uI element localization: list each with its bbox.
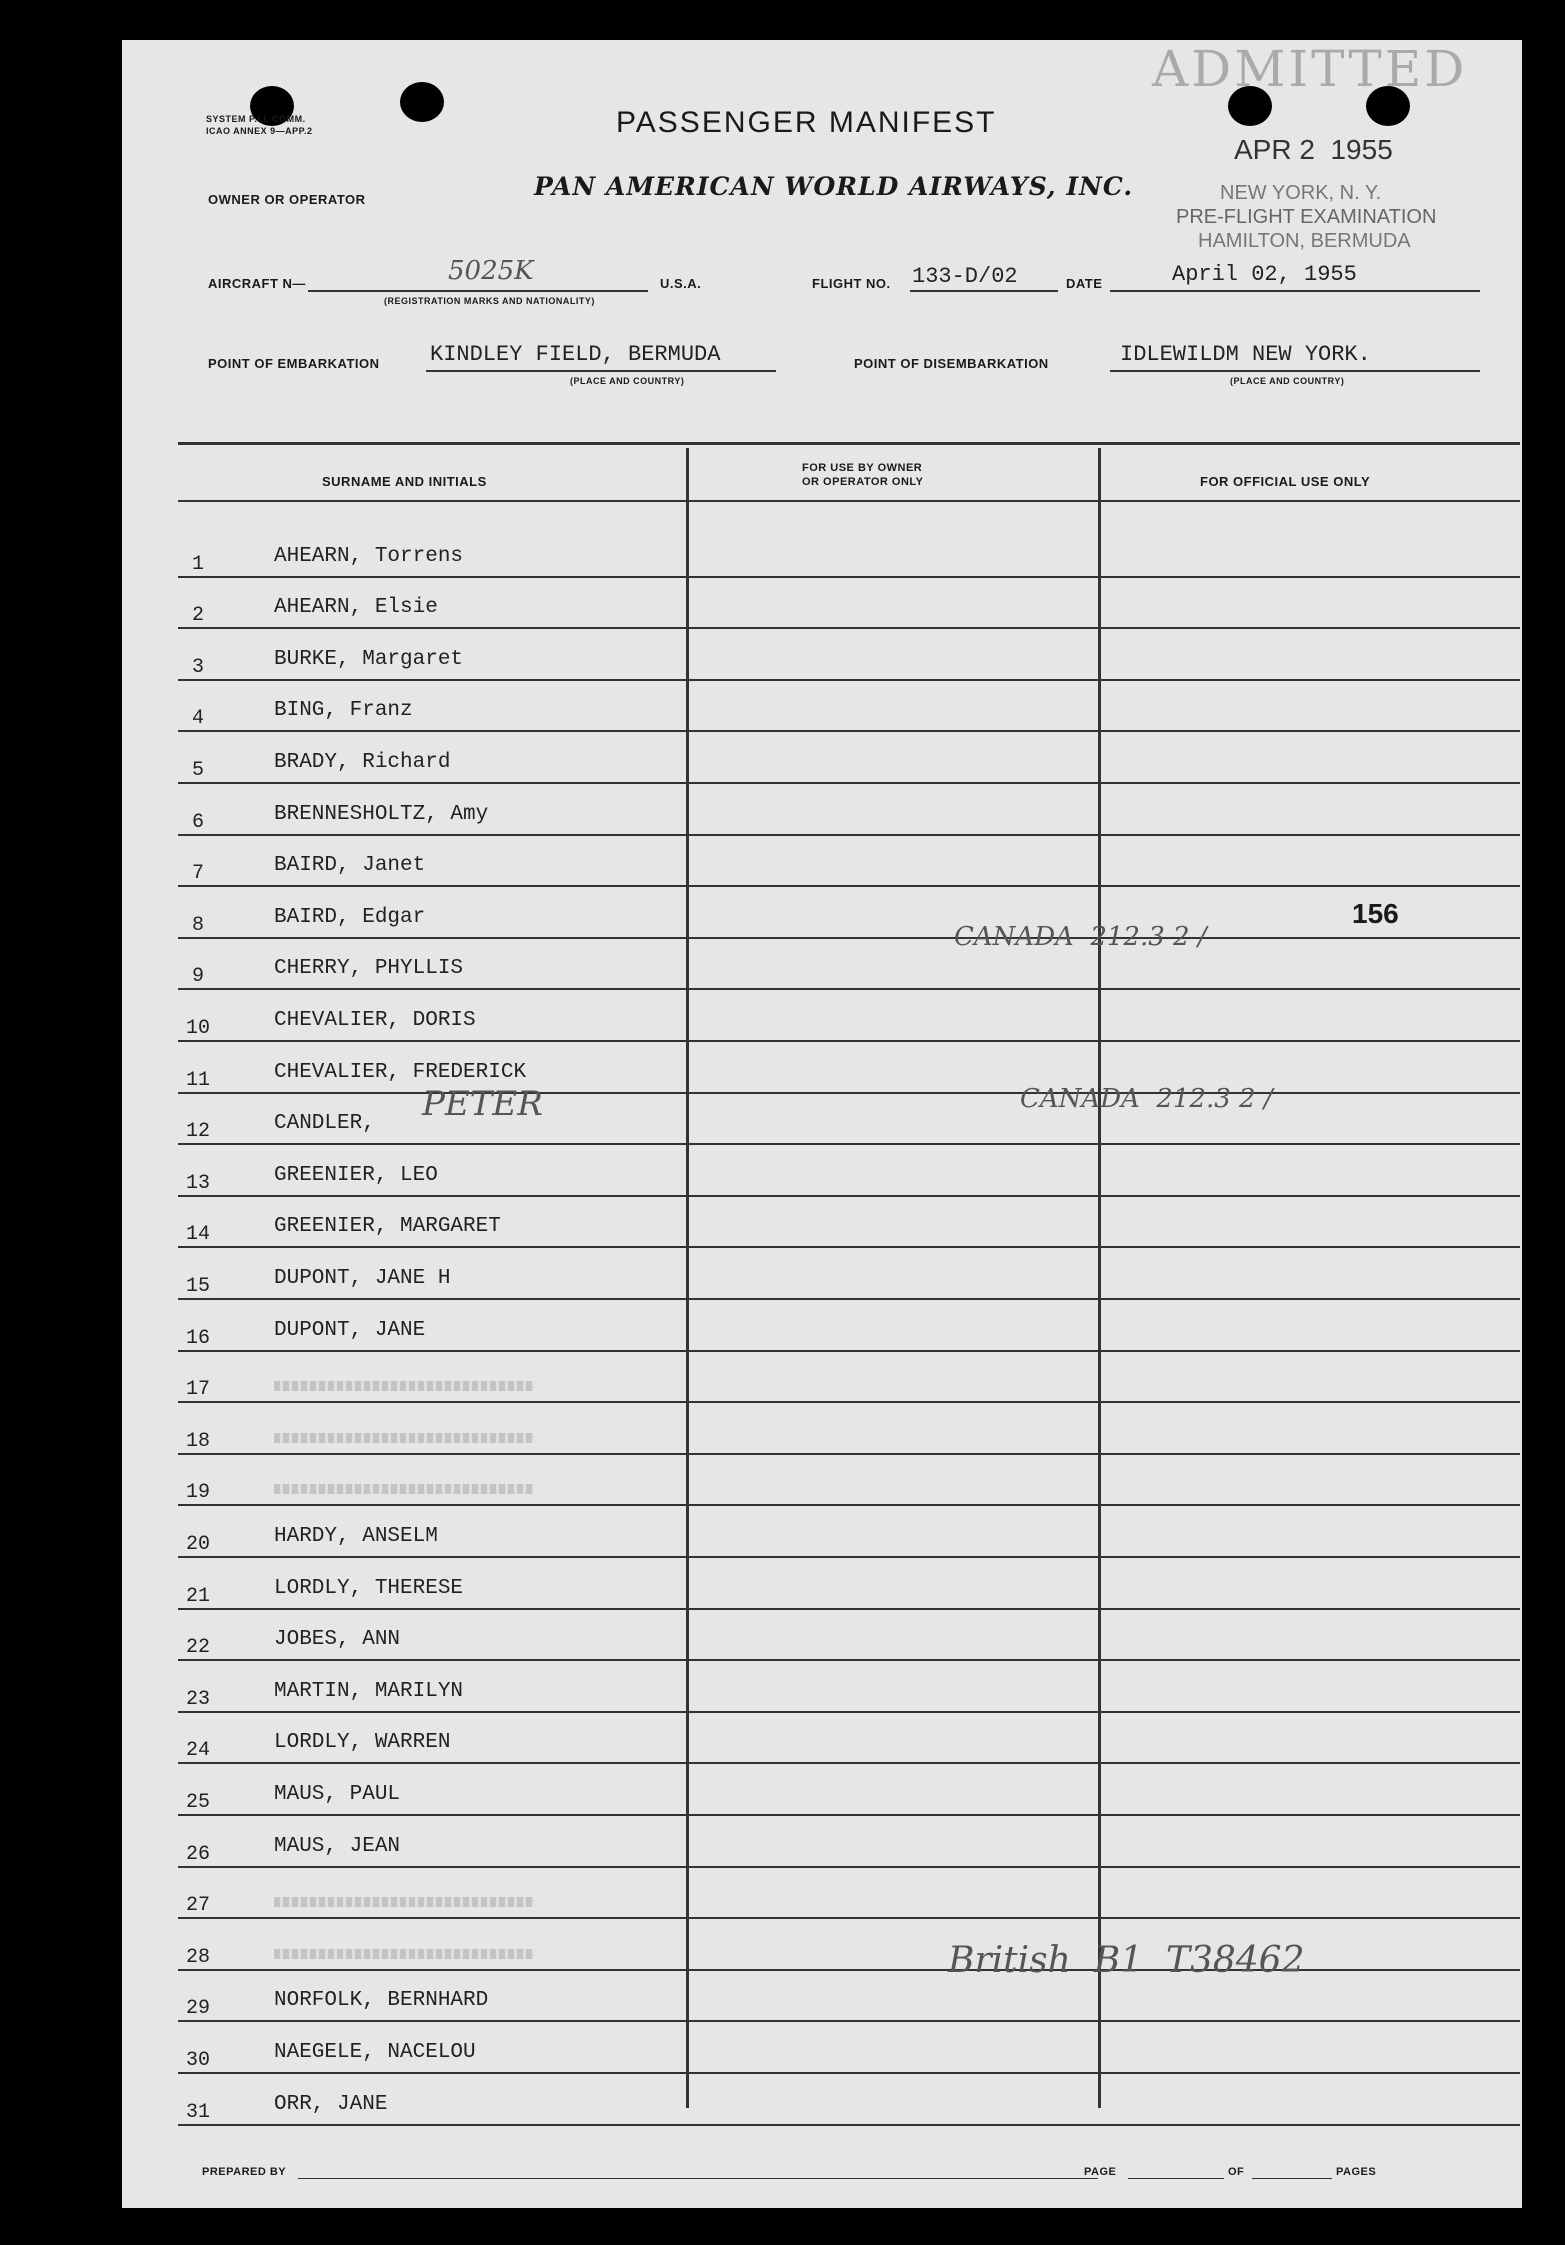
table-row	[178, 1558, 1520, 1610]
table-row	[178, 887, 1520, 939]
row-number: 1	[191, 552, 204, 576]
passenger-name: NORFOLK, BERNHARD	[274, 1989, 489, 2013]
row-number: 18	[185, 1429, 210, 1453]
disembarkation-label: POINT OF DISEMBARKATION	[854, 356, 1049, 371]
table-row	[178, 1145, 1520, 1197]
passenger-count-stamp: 156	[1352, 898, 1399, 929]
row-12-annotation: CANADA 212.3 2 /	[1020, 1084, 1273, 1114]
row-number: 12	[185, 1120, 210, 1144]
column-header-official: FOR OFFICIAL USE ONLY	[1200, 474, 1371, 489]
row-number: 15	[185, 1274, 210, 1298]
passenger-name: MAUS, PAUL	[274, 1782, 401, 1806]
row-number: 9	[191, 965, 204, 989]
embarkation-underline	[426, 370, 776, 372]
row-number: 4	[191, 707, 204, 731]
table-row	[178, 1300, 1520, 1352]
redacted-name	[274, 1484, 534, 1494]
flight-label: FLIGHT NO.	[812, 276, 891, 291]
table-row	[178, 1868, 1520, 1920]
passenger-name: MAUS, JEAN	[274, 1834, 401, 1858]
table-row	[178, 1403, 1520, 1455]
table-row	[178, 1971, 1520, 2023]
table-row	[178, 578, 1520, 630]
owner-label: OWNER OR OPERATOR	[208, 192, 366, 207]
row-number: 6	[191, 810, 204, 834]
passenger-name: DUPONT, JANE	[274, 1318, 426, 1342]
stamp-date: APR 2 1955	[1234, 134, 1393, 165]
form-reference-2: ICAO ANNEX 9—APP.2	[206, 126, 313, 136]
row-12-handwritten-name: PETER	[422, 1084, 543, 1124]
redacted-name	[274, 1433, 534, 1443]
aircraft-underline	[308, 290, 648, 292]
redacted-name	[274, 1949, 534, 1959]
aircraft-label: AIRCRAFT N—	[208, 276, 306, 291]
row-number: 22	[185, 1636, 210, 1660]
row-number: 29	[185, 1997, 210, 2021]
row-9-annotation: CANADA 212.3 2 /	[954, 922, 1207, 952]
passenger-name: LORDLY, THERESE	[274, 1576, 464, 1600]
passenger-name: JOBES, ANN	[274, 1628, 401, 1652]
prepared-by-line	[298, 2178, 1098, 2179]
usa-label: U.S.A.	[660, 276, 702, 291]
passenger-name: GREENIER, MARGARET	[274, 1215, 501, 1239]
of-label: OF	[1228, 2166, 1245, 2178]
embarkation-caption: (PLACE AND COUNTRY)	[570, 376, 685, 386]
table-row	[178, 1506, 1520, 1558]
stamp-line-1: NEW YORK, N. Y.	[1220, 182, 1382, 204]
passenger-name: BURKE, Margaret	[274, 647, 464, 671]
row-rule	[178, 2124, 1520, 2126]
passenger-name: HARDY, ANSELM	[274, 1524, 438, 1548]
table-row	[178, 629, 1520, 681]
passenger-name: AHEARN, Torrens	[274, 544, 464, 568]
admitted-stamp: ADMITTED	[1152, 40, 1468, 98]
date-label: DATE	[1066, 276, 1103, 291]
row-number: 8	[191, 913, 204, 937]
passenger-name: BING, Franz	[274, 699, 413, 723]
row-number: 10	[185, 1016, 210, 1040]
table-row	[178, 681, 1520, 733]
row-number: 21	[185, 1584, 210, 1608]
date-underline	[1110, 290, 1480, 292]
row-number: 17	[185, 1378, 210, 1402]
prepared-by-label: PREPARED BY	[202, 2166, 287, 2178]
manifest-sheet	[122, 40, 1522, 2208]
passenger-name: AHEARN, Elsie	[274, 596, 438, 620]
column-header-surname: SURNAME AND INITIALS	[322, 474, 487, 489]
table-row	[178, 1713, 1520, 1765]
row-number: 20	[185, 1532, 210, 1556]
passenger-name: CHERRY, PHYLLIS	[274, 957, 464, 981]
row-29-annotation: British B1 T38462	[948, 1940, 1305, 1981]
passenger-name: CHEVALIER, DORIS	[274, 1008, 476, 1032]
redacted-name	[274, 1897, 534, 1907]
flight-date: April 02, 1955	[1172, 262, 1357, 287]
table-row	[178, 2022, 1520, 2074]
table-row	[178, 836, 1520, 888]
table-row	[178, 732, 1520, 784]
row-number: 25	[185, 1790, 210, 1814]
passenger-name: ORR, JANE	[274, 2092, 388, 2116]
passenger-name: DUPONT, JANE H	[274, 1266, 451, 1290]
row-number: 3	[191, 655, 204, 679]
redacted-name	[274, 1381, 534, 1391]
table-row	[178, 1197, 1520, 1249]
table-row	[178, 1610, 1520, 1662]
punch-hole	[400, 82, 444, 122]
passenger-name: LORDLY, WARREN	[274, 1731, 451, 1755]
embarkation-label: POINT OF EMBARKATION	[208, 356, 380, 371]
of-line	[1252, 2178, 1332, 2179]
row-number: 23	[185, 1687, 210, 1711]
passenger-name: BRENNESHOLTZ, Amy	[274, 802, 489, 826]
passenger-name: BAIRD, Edgar	[274, 905, 426, 929]
disembarkation-value: IDLEWILDM NEW YORK.	[1120, 342, 1371, 367]
row-number: 11	[185, 1068, 210, 1092]
passenger-name: BAIRD, Janet	[274, 854, 426, 878]
header-bottom-rule	[178, 500, 1520, 502]
registration-caption: (REGISTRATION MARKS AND NATIONALITY)	[384, 296, 595, 306]
page-title: PASSENGER MANIFEST	[616, 106, 997, 139]
embarkation-value: KINDLEY FIELD, BERMUDA	[430, 342, 721, 367]
flight-number: 133-D/02	[912, 264, 1018, 289]
row-number: 2	[191, 604, 204, 628]
row-number: 16	[185, 1326, 210, 1350]
table-row	[178, 1042, 1520, 1094]
passenger-name: NAEGELE, NACELOU	[274, 2040, 476, 2064]
passenger-name: GREENIER, LEO	[274, 1163, 438, 1187]
table-top-rule	[178, 442, 1520, 445]
table-row	[178, 784, 1520, 836]
table-row	[178, 526, 1520, 578]
row-number: 28	[185, 1945, 210, 1969]
table-row	[178, 1661, 1520, 1713]
row-number: 27	[185, 1894, 210, 1918]
row-number: 14	[185, 1223, 210, 1247]
column-header-owner-2: OR OPERATOR ONLY	[802, 476, 924, 488]
aircraft-number: 5025K	[448, 256, 534, 286]
table-row	[178, 1764, 1520, 1816]
table-row	[178, 1094, 1520, 1146]
passenger-name: MARTIN, MARILYN	[274, 1679, 464, 1703]
column-header-owner-1: FOR USE BY OWNER	[802, 462, 923, 474]
row-number: 7	[191, 862, 204, 886]
table-row	[178, 1248, 1520, 1300]
table-row	[178, 1919, 1520, 1971]
passenger-name: CHEVALIER, FREDERICK	[274, 1060, 527, 1084]
page-label: PAGE	[1084, 2166, 1117, 2178]
row-number: 31	[185, 2100, 210, 2124]
row-number: 30	[185, 2048, 210, 2072]
row-number: 13	[185, 1171, 210, 1195]
pages-label: PAGES	[1336, 2166, 1377, 2178]
airline-name: PAN AMERICAN WORLD AIRWAYS, INC.	[534, 172, 1134, 201]
disembarkation-caption: (PLACE AND COUNTRY)	[1230, 376, 1345, 386]
page-line	[1128, 2178, 1224, 2179]
row-number: 5	[191, 758, 204, 782]
stamp-line-3: HAMILTON, BERMUDA	[1198, 230, 1411, 252]
table-row	[178, 1455, 1520, 1507]
form-reference-1: SYSTEM P.I.L COMM.	[206, 114, 306, 124]
row-number: 24	[185, 1739, 210, 1763]
table-row	[178, 2074, 1520, 2126]
table-row	[178, 939, 1520, 991]
passenger-name: BRADY, Richard	[274, 750, 451, 774]
row-number: 26	[185, 1842, 210, 1866]
table-row	[178, 1352, 1520, 1404]
flight-underline	[910, 290, 1058, 292]
table-row	[178, 990, 1520, 1042]
table-row	[178, 1816, 1520, 1868]
passenger-name: CANDLER,	[274, 1112, 375, 1136]
disembarkation-underline	[1110, 370, 1480, 372]
row-number: 19	[185, 1481, 210, 1505]
stamp-line-2: PRE-FLIGHT EXAMINATION	[1176, 206, 1437, 228]
